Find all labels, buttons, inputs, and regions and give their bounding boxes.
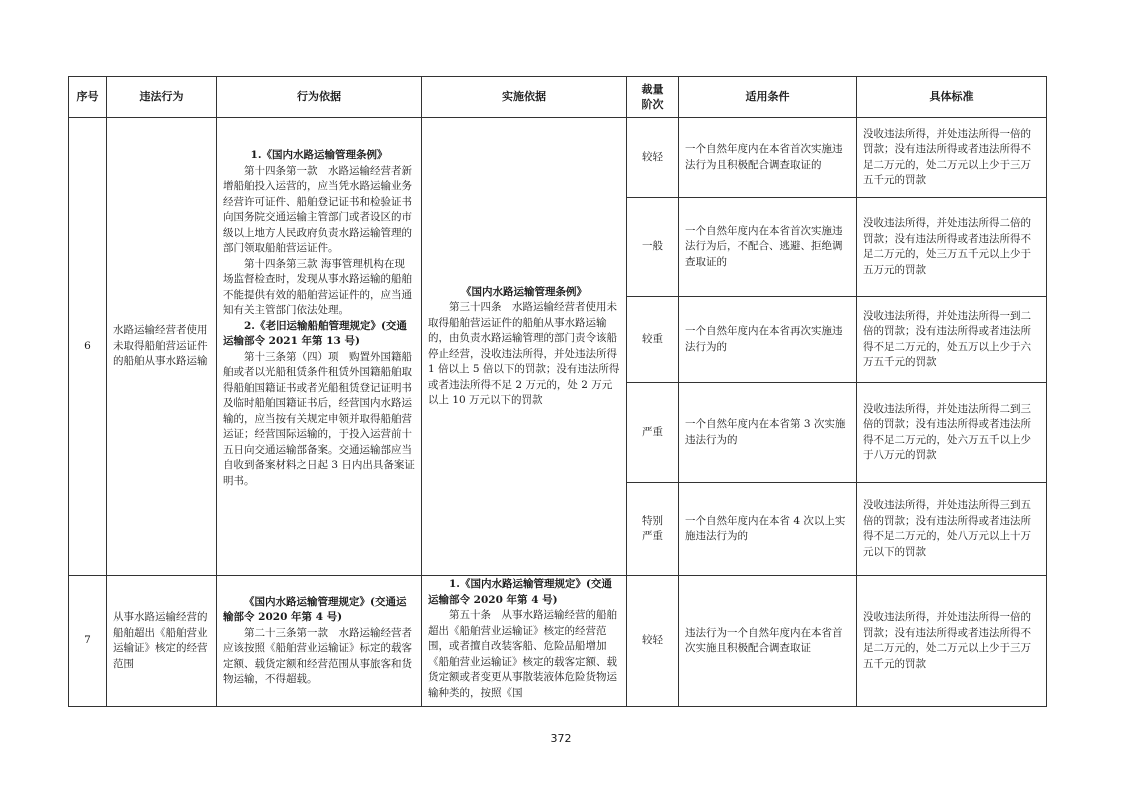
- row-standard: 没收违法所得，并处违法所得二倍的罚款；没有违法所得或者违法所得不足二万元的，处三万五千元以上少于五万元的罚款: [857, 198, 1047, 297]
- row-basis: [217, 576, 422, 707]
- level-text: 特别严重: [642, 514, 663, 542]
- row-condition: 一个自然年度内在本省首次实施违法行为且积极配合调查取证的: [679, 118, 857, 198]
- row-condition: 一个自然年度内在本省 4 次以上实施违法行为的: [679, 483, 857, 576]
- row-condition: 一个自然年度内在本省首次实施违法行为后，不配合、逃避、拒绝调查取证的: [679, 198, 857, 297]
- impl-paragraph: 第五十条 从事水路运输经营的船舶超出《船舶营业运输证》核定的经营范围，或者擅自改装客船、危险品船增加《船舶营业运输证》核定的载客定额、载货定额或者变更从事散装液体危险货物运输种类的，按照《国: [428, 609, 617, 699]
- row-level: [627, 483, 679, 576]
- row-no: 7: [69, 576, 107, 707]
- row-no: 6: [69, 118, 107, 576]
- row-level: 严重: [627, 383, 679, 483]
- basis-title: 2.《老旧运输船舶管理规定》(交通运输部令 2021 年第 13 号): [223, 319, 407, 347]
- row-level: 较轻: [627, 118, 679, 198]
- row-standard: 没收违法所得，并处违法所得一倍的罚款；没有违法所得或者违法所得不足二万元的，处二万元以上少于三万五千元的罚款: [857, 576, 1047, 707]
- row-implementation: [422, 576, 627, 707]
- row-condition: 违法行为一个自然年度内在本省首次实施且积极配合调查取证: [679, 576, 857, 707]
- row-standard: 没收违法所得，并处违法所得一倍的罚款；没有违法所得或者违法所得不足二万元的，处二万元以上少于三万五千元的罚款: [857, 118, 1047, 198]
- header-basis: 行为依据: [217, 77, 422, 118]
- impl-title: 《国内水路运输管理条例》: [461, 285, 587, 298]
- basis-paragraph: 第十四条第三款 海事管理机构在现场监督检查时，发现从事水路运输的船舶不能提供有效的船舶营运证件的，应当通知有关主管部门依法处理。: [223, 257, 412, 316]
- header-violation: 违法行为: [107, 77, 217, 118]
- row-basis: [217, 118, 422, 576]
- row-standard: 没收违法所得，并处违法所得二到三倍的罚款；没有违法所得或者违法所得不足二万元的，处六万五千以上少于八万元的罚款: [857, 383, 1047, 483]
- basis-paragraph: 第十四条第一款 水路运输经营者新增船舶投入运营的，应当凭水路运输业务经营许可证件、船舶登记证书和检验证书向国务院交通运输主管部门或者设区的市级以上地方人民政府负责水路运输管理的部门领取船舶营运证件。: [223, 164, 412, 254]
- penalty-discretion-table: [68, 76, 1047, 707]
- header-standard: 具体标准: [857, 77, 1047, 118]
- header-level: 裁量阶次: [627, 77, 679, 118]
- row-condition: 一个自然年度内在本省再次实施违法行为的: [679, 297, 857, 383]
- table-header-row: [69, 77, 1047, 118]
- basis-title: 1.《国内水路运输管理条例》: [250, 149, 388, 161]
- table-row: [69, 576, 1047, 707]
- impl-title: 1.《国内水路运输管理规定》(交通运输部令 2020 年第 4 号): [428, 578, 612, 606]
- basis-paragraph: 第二十三条第一款 水路运输经营者应该按照《船舶营业运输证》标定的载客定额、载货定额和经营范围从事旅客和货物运输，不得超载。: [223, 626, 412, 685]
- row-level: 较重: [627, 297, 679, 383]
- basis-paragraph: 第十三条第（四）项 购置外国籍船舶或者以光船租赁条件租赁外国籍船舶取得船舶国籍证书或者光船租赁登记证明书及临时船舶国籍证书后，经营国内水路运输的，应当按有关规定申领并取得船舶营运证；经营国际运输的，于投入运营前十五日向交通运输部备案。交通运输部应当自收到备案材料之日起 3 日内出具备案证明书。: [223, 350, 415, 487]
- table-row: [69, 118, 1047, 198]
- row-standard: 没收违法所得，并处违法所得三到五倍的罚款；没有违法所得或者违法所得不足二万元的，处八万元以上十万元以下的罚款: [857, 483, 1047, 576]
- row-violation: 水路运输经营者使用未取得船舶营运证件的船舶从事水路运输: [107, 118, 217, 576]
- page-number: 372: [550, 732, 572, 745]
- row-level: 一般: [627, 198, 679, 297]
- basis-title: 《国内水路运输管理规定》(交通运输部令 2020 年第 4 号): [223, 595, 407, 623]
- impl-paragraph: 第三十四条 水路运输经营者使用未取得船舶营运证件的船舶从事水路运输的，由负责水路运输管理的部门责令该船停止经营，没收违法所得，并处违法所得 1 倍以上 5 倍以下的罚款；没有违法所得或者违法所得不足 2 万元的，处 2 万元以上 10 万元以下的罚款: [428, 301, 620, 406]
- header-implementation: 实施依据: [422, 77, 627, 118]
- row-implementation: [422, 118, 627, 576]
- row-violation: 从事水路运输经营的船舶超出《船舶营业运输证》核定的经营范围: [107, 576, 217, 707]
- row-condition: 一个自然年度内在本省第 3 次实施违法行为的: [679, 383, 857, 483]
- header-condition: 适用条件: [679, 77, 857, 118]
- row-standard: 没收违法所得，并处违法所得一到二倍的罚款；没有违法所得或者违法所得不足二万元的，处五万以上少于六万五千元的罚款: [857, 297, 1047, 383]
- row-level: 较轻: [627, 576, 679, 707]
- header-no: 序号: [69, 77, 107, 118]
